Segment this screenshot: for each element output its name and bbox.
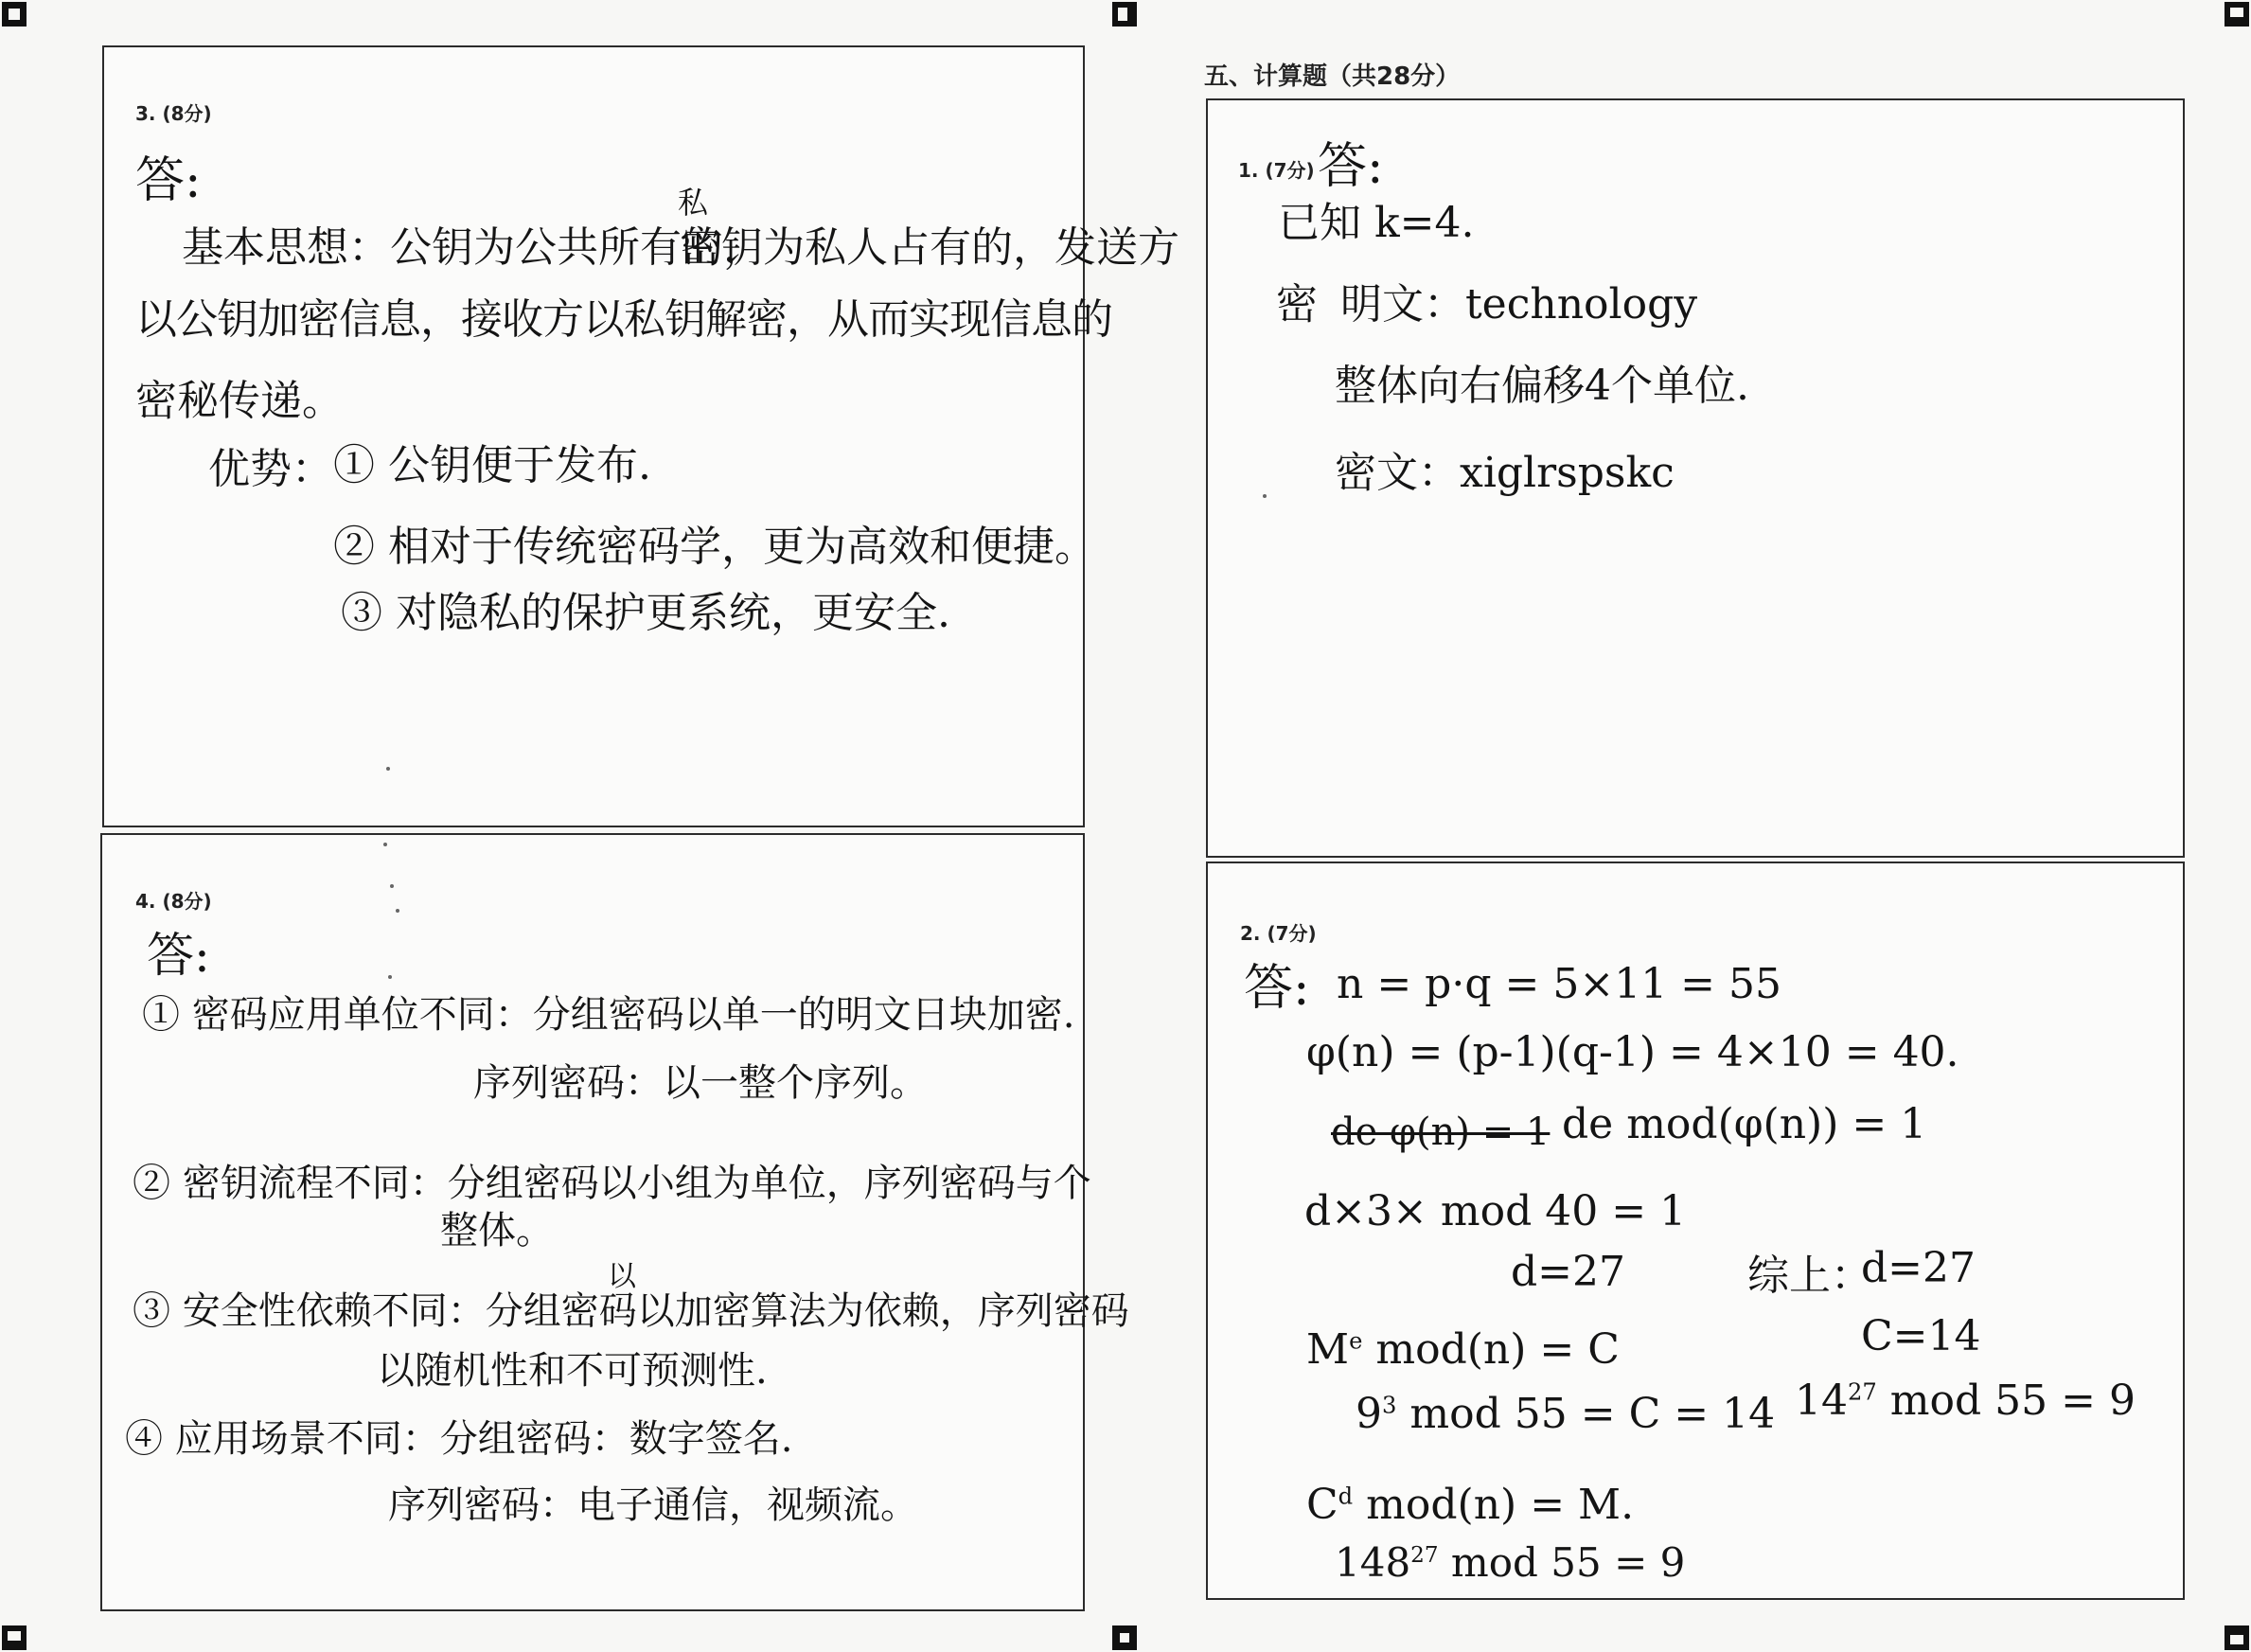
- c2-line7-right: [1795, 1377, 2136, 1425]
- q3-advantage-2: ② 相对于传统密码学，更为高效和便捷。: [333, 523, 1096, 571]
- q3-number: 3. (8分): [135, 102, 212, 125]
- c2-answer-label: 答:: [1244, 960, 1310, 1017]
- c2-line7-right-base: 14: [1795, 1377, 1848, 1425]
- c2-conclusion-d: d=27: [1861, 1244, 1976, 1292]
- c2-line6-exponent: e: [1349, 1327, 1363, 1355]
- c2-line7: [1356, 1390, 1776, 1438]
- c2-line4: d×3× mod 40 = 1: [1304, 1187, 1687, 1235]
- c2-line9: [1335, 1539, 1686, 1586]
- c2-line6-rest: mod(n) = C: [1375, 1325, 1620, 1374]
- registration-marker-bottom-left: [2, 1625, 27, 1650]
- stray-mark: [1263, 494, 1267, 498]
- q3-advantage-label: 优势：: [208, 445, 333, 493]
- c2-line5: d=27: [1511, 1248, 1626, 1296]
- c1-number: 1. (7分): [1238, 159, 1315, 182]
- registration-marker-bottom-right: [2224, 1625, 2249, 1650]
- c1-line3: 整体向右偏移4个单位.: [1335, 362, 1749, 410]
- registration-marker-bottom-center: [1112, 1625, 1137, 1650]
- stray-mark: [386, 767, 390, 771]
- q3-line1a: 基本思想：公钥为公共所有的，: [182, 223, 765, 272]
- c2-line8-base: C: [1306, 1481, 1338, 1529]
- c1-line4: 密文：xiglrspskc: [1335, 449, 1675, 497]
- q3-answer-box: [102, 45, 1085, 827]
- q4-line2: 序列密码：以一整个序列。: [473, 1061, 928, 1105]
- q3-line1-insert: 私: [678, 185, 709, 221]
- c2-line8-rest: mod(n) = M.: [1366, 1481, 1635, 1529]
- c2-line7-rest: mod 55 = C = 14: [1409, 1390, 1776, 1438]
- q3-advantage-1: ① 公钥便于发布.: [333, 441, 651, 489]
- c1-line2-prefix: 密: [1276, 280, 1318, 329]
- c2-line8: [1306, 1481, 1635, 1529]
- q4-line5: ③ 安全性依赖不同：分组密码以加密算法为依赖，序列密码: [133, 1289, 1129, 1333]
- c2-line6: [1306, 1325, 1620, 1374]
- c2-line2: φ(n) = (p-1)(q-1) = 4×10 = 40.: [1306, 1028, 1959, 1076]
- c2-line7-base: 9: [1356, 1390, 1382, 1438]
- q3-line1b: 密钥为私人占有的，发送方: [680, 223, 1179, 272]
- c2-line9-base: 148: [1335, 1539, 1411, 1586]
- c2-conclusion-label: 综上：: [1747, 1252, 1872, 1300]
- q3-advantage-3: ③ 对隐私的保护更系统，更安全.: [341, 589, 950, 637]
- c1-answer-label: 答:: [1318, 138, 1384, 195]
- q4-line7: ④ 应用场景不同：分组密码：数字签名.: [125, 1417, 793, 1461]
- c2-line9-rest: mod 55 = 9: [1450, 1539, 1686, 1586]
- q4-line8: 序列密码：电子通信，视频流。: [388, 1483, 918, 1527]
- c2-number: 2. (7分): [1240, 922, 1317, 945]
- c2-line3-struck: de φ(n) = 1: [1331, 1110, 1551, 1154]
- q4-line1: ① 密码应用单位不同：分组密码以单一的明文日块加密.: [142, 993, 1075, 1037]
- stray-mark: [396, 909, 399, 913]
- c1-line2: 明文：technology: [1340, 280, 1698, 329]
- q4-line3: ② 密钥流程不同：分组密码以小组为单位，序列密码与个: [133, 1162, 1091, 1205]
- c2-conclusion-c: C=14: [1861, 1312, 1981, 1360]
- stray-mark: [383, 843, 387, 846]
- c2-line3: de mod(φ(n)) = 1: [1562, 1100, 1927, 1148]
- c2-line9-exponent: 27: [1410, 1543, 1439, 1568]
- q3-line3: 密秘传递。: [135, 377, 344, 425]
- c2-line7-exponent: 3: [1382, 1392, 1397, 1419]
- c2-line6-base: M: [1306, 1325, 1350, 1374]
- c2-line7-right-exponent: 27: [1848, 1378, 1877, 1406]
- c1-line1: 已知 k=4.: [1278, 199, 1475, 247]
- registration-marker-top-right: [2224, 2, 2249, 27]
- section-title: 五、计算题（共28分）: [1204, 62, 1461, 91]
- q4-line5-insert: 以: [608, 1260, 636, 1293]
- q4-line6: 以随机性和不可预测性.: [377, 1349, 768, 1393]
- q4-line4: 整体。: [440, 1209, 554, 1252]
- q3-line2: 以公钥加密信息，接收方以私钥解密，从而实现信息的: [135, 295, 1112, 344]
- q3-answer-label: 答:: [135, 152, 202, 209]
- stray-mark: [388, 975, 392, 979]
- q4-answer-label: 答:: [147, 928, 210, 983]
- q4-number: 4. (8分): [135, 890, 212, 913]
- registration-marker-top-left: [2, 2, 27, 27]
- c2-line1: n = p·q = 5×11 = 55: [1337, 960, 1782, 1008]
- stray-mark: [390, 884, 394, 888]
- c2-line7-right-rest: mod 55 = 9: [1889, 1377, 2136, 1425]
- registration-marker-top-center: [1112, 2, 1137, 27]
- c2-line8-exponent: d: [1338, 1483, 1354, 1510]
